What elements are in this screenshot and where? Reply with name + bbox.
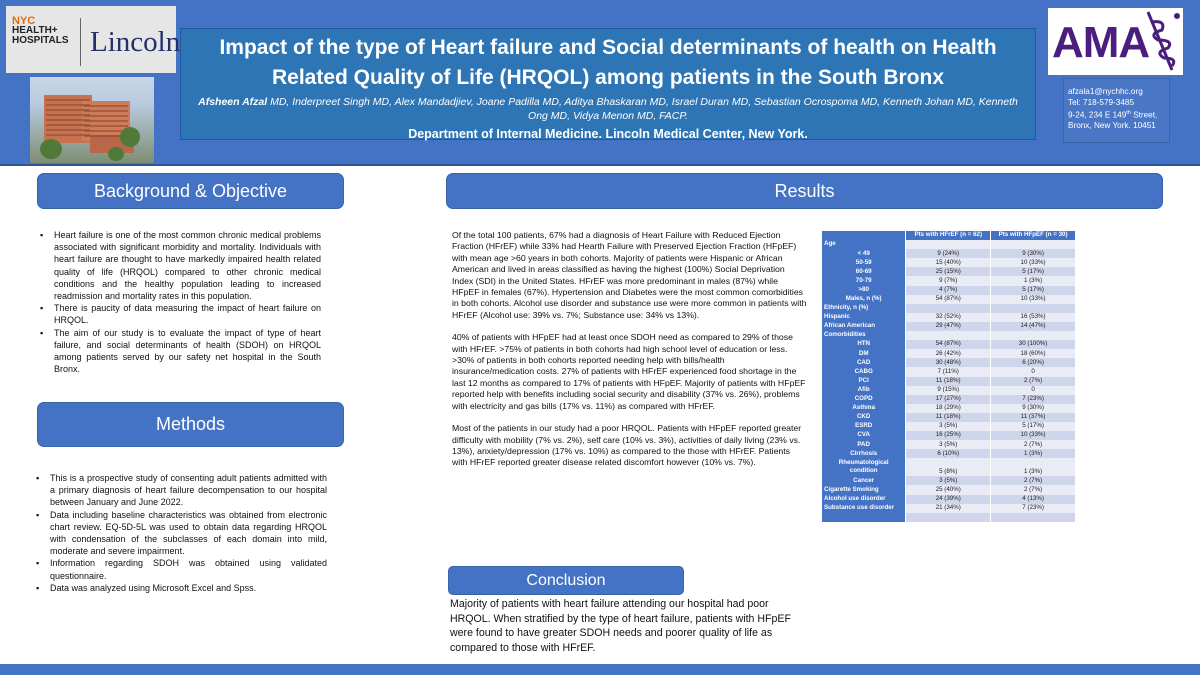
poster-title <box>181 33 1035 93</box>
table-row <box>822 295 1076 304</box>
table-row-label: Ethnicity, n (%) <box>822 304 906 313</box>
table-cell-hfref: 6 (10%) <box>906 449 991 458</box>
conclusion-text: Majority of patients with heart failure attending our hospital had poor HRQOL. When stratified by the type of heart failure, patients with HFpEF were found to have greater SDOH needs and poorer quality of life as compared to those with HFrEF. <box>450 598 791 654</box>
table-cell-hfref <box>906 513 991 522</box>
table-cell-hfpef: 1 (3%) <box>991 449 1076 458</box>
table-row-label: CKD <box>822 413 906 422</box>
table-row-label: 70-79 <box>822 276 906 285</box>
table-cell-hfref: 26 (42%) <box>906 349 991 358</box>
tree <box>108 147 124 161</box>
table-column-header: Pts with HFrEF (n = 62) <box>906 231 991 240</box>
caduceus-icon <box>1048 8 1183 75</box>
authors <box>181 95 1035 123</box>
table-cell-hfref: 11 (18%) <box>906 413 991 422</box>
table-row <box>822 404 1076 413</box>
table-row <box>822 267 1076 276</box>
table-cell-hfpef: 2 (7%) <box>991 476 1076 485</box>
nyc-health-lincoln-logo <box>6 6 181 73</box>
poster-header <box>0 0 1200 166</box>
lincoln-logo-text: Lincoln <box>90 26 181 58</box>
table-cell-hfref: 25 (15%) <box>906 267 991 276</box>
table-cell-hfref: 18 (29%) <box>906 404 991 413</box>
table-row <box>822 504 1076 513</box>
table-cell-hfpef: 1 (3%) <box>991 276 1076 285</box>
table-cell-hfpef: 0 <box>991 386 1076 395</box>
background-bullet: ▪ The aim of our study is to evaluate the impact of type of heart failure, and social determinants of health (SDOH) on HRQOL among patients served by our safety net hospital in the South Bronx. <box>40 327 321 376</box>
background-bullet: ▪ Heart failure is one of the most common chronic medical problems associated with significant morbidity and mortality. Individuals with heart failure are thought to have markedly impaired health related quality of life (HRQOL) compared to other chronic medical conditions and the healthy population leading to increased readmission and mortality rates in this population. <box>40 229 321 302</box>
table-cell-hfpef: 2 (7%) <box>991 485 1076 494</box>
baseline-characteristics-table <box>822 231 1076 522</box>
results-paragraph: Most of the patients in our study had a poor HRQOL. Patients with HFpEF reported greater difficulty with mobility (7% vs. 2%), self care (10% vs. 3%), activities of daily living (23% vs. 13%), anxiety/depression (17% vs. 10%) as compared to the those with HFrEF. Patients with HFrEF reported greater disease related discomfort however (10% vs. 7%). <box>452 423 802 468</box>
table-row <box>822 249 1076 258</box>
table-row-label: DM <box>822 349 906 358</box>
contact-address-line2: Bronx, New York. 10451 <box>1068 121 1156 131</box>
table-row <box>822 313 1076 322</box>
table-cell-hfpef: 30 (100%) <box>991 340 1076 349</box>
table-cell-hfref: 54 (87%) <box>906 340 991 349</box>
background-bullets <box>40 229 321 375</box>
methods-bullets <box>36 472 327 594</box>
table-row-label <box>822 513 906 522</box>
table-cell-hfref: 9 (15%) <box>906 386 991 395</box>
table-row <box>822 367 1076 376</box>
methods-bullet: ▪ This is a prospective study of consenting adult patients admitted with a primary diagnosis of heart failure decompensation to our hospital between January and June 2022. <box>36 472 327 509</box>
background-bullet: ▪ There is paucity of data measuring the impact of heart failure on HRQOL. <box>40 302 321 326</box>
table-row-label: Alcohol use disorder <box>822 495 906 504</box>
table-cell-hfref: 11 (18%) <box>906 377 991 386</box>
table-row <box>822 413 1076 422</box>
table-row-label: Cirrhosis <box>822 449 906 458</box>
poster-footer-bar <box>0 664 1200 675</box>
table-row-label: Asthma <box>822 404 906 413</box>
hospital-building-photo <box>30 77 154 163</box>
title-line-1: Impact of the type of Heart failure and Social determinants of health on Health <box>219 36 997 59</box>
table-cell-hfref: 5 (8%) <box>906 458 991 476</box>
table-row <box>822 358 1076 367</box>
ama-logo-text: AMA <box>1052 18 1150 67</box>
table-row <box>822 304 1076 313</box>
table-row <box>822 513 1076 522</box>
table-row-label: PCI <box>822 377 906 386</box>
table-cell-hfref: 3 (5%) <box>906 440 991 449</box>
table-row <box>822 495 1076 504</box>
table-row-label: CABG <box>822 367 906 376</box>
table-row-label: 50-59 <box>822 258 906 267</box>
table-cell-hfref: 7 (11%) <box>906 367 991 376</box>
table-cell-hfpef: 1 (3%) <box>991 458 1076 476</box>
table-row-label: Males, n (%) <box>822 295 906 304</box>
table-cell-hfref: 29 (47%) <box>906 322 991 331</box>
table-column-header <box>822 231 906 240</box>
table-row <box>822 349 1076 358</box>
tree <box>40 139 62 159</box>
nyc-health-hospitals-logo <box>12 16 72 46</box>
department: Department of Internal Medicine. Lincoln Medical Center, New York. <box>408 127 808 141</box>
background-heading: Background & Objective <box>37 173 344 209</box>
table-cell-hfpef <box>991 331 1076 340</box>
table-row-label: Cigarette Smoking <box>822 485 906 494</box>
table-row <box>822 322 1076 331</box>
address-ordinal: th <box>1126 110 1131 116</box>
table-row-label: Cancer <box>822 476 906 485</box>
table-row <box>822 395 1076 404</box>
table-row-label: CAD <box>822 358 906 367</box>
table-cell-hfpef: 10 (33%) <box>991 295 1076 304</box>
title-line-2: Related Quality of Life (HRQOL) among patients in the South Bronx <box>271 66 945 89</box>
table-cell-hfpef <box>991 304 1076 313</box>
table-cell-hfpef: 16 (53%) <box>991 313 1076 322</box>
table-row <box>822 331 1076 340</box>
table-cell-hfpef: 7 (23%) <box>991 395 1076 404</box>
logo-health-text: HEALTH+ <box>12 25 58 36</box>
table-row-label: HTN <box>822 340 906 349</box>
address-number: 9-24, 234 E 149 <box>1068 110 1127 120</box>
table-row-label: ESRD <box>822 422 906 431</box>
table-row-label: Substance use disorder <box>822 504 906 513</box>
contact-email[interactable]: afzala1@nychhc.org <box>1068 87 1143 96</box>
table-cell-hfpef: 18 (60%) <box>991 349 1076 358</box>
table-cell-hfpef <box>991 240 1076 249</box>
table-cell-hfpef: 5 (17%) <box>991 422 1076 431</box>
table-row <box>822 440 1076 449</box>
table-row-label: < 49 <box>822 249 906 258</box>
table-row <box>822 276 1076 285</box>
table-header-row <box>822 231 1076 240</box>
contact-phone: Tel: 718-579-3485 <box>1068 97 1135 107</box>
results-paragraph: 40% of patients with HFpEF had at least once SDOH need as compared to 29% of those with HFrEF. >75% of patients in both cohorts had high school level of education or less. >30% of patients in both cohorts reported needing help with bills/health insurance/medication costs. 27% of patients with HFrEF experienced food shortage in the last 12 months as compared to 17% of patients with HFpEF. Majority of patients with HFpEF reported help with benefits including social security and disability (37% vs. 26%), problems with electricity and gas bills (17% vs. 11%) as compared with HFrEF. <box>452 332 806 411</box>
table-row-label: 60-69 <box>822 267 906 276</box>
table-cell-hfref: 9 (7%) <box>906 276 991 285</box>
address-street: Street, <box>1130 110 1158 120</box>
table-row <box>822 386 1076 395</box>
table-cell-hfref: 3 (5%) <box>906 422 991 431</box>
table-cell-hfpef: 6 (20%) <box>991 358 1076 367</box>
table-row <box>822 431 1076 440</box>
table-row-label: Age <box>822 240 906 249</box>
results-heading: Results <box>446 173 1163 209</box>
logo-divider <box>80 18 81 66</box>
table-row-label: COPD <box>822 395 906 404</box>
tree <box>120 127 140 147</box>
table-row <box>822 449 1076 458</box>
table-cell-hfpef: 7 (23%) <box>991 504 1076 513</box>
table-cell-hfref: 24 (39%) <box>906 495 991 504</box>
table-row-label: Afib <box>822 386 906 395</box>
contact-address-line1 <box>1068 108 1169 121</box>
table-row-label: CVA <box>822 431 906 440</box>
table-cell-hfpef: 4 (13%) <box>991 495 1076 504</box>
table-cell-hfref <box>906 240 991 249</box>
table-row-label: Comorbidities <box>822 331 906 340</box>
table-column-header: Pts with HFpEF (n = 30) <box>991 231 1076 240</box>
table-cell-hfref: 9 (24%) <box>906 249 991 258</box>
ama-logo <box>1048 8 1183 75</box>
table-cell-hfref: 32 (52%) <box>906 313 991 322</box>
table-row-label: Hispanic <box>822 313 906 322</box>
table-row <box>822 340 1076 349</box>
table-cell-hfref: 15 (40%) <box>906 258 991 267</box>
methods-bullet: ▪ Data was analyzed using Microsoft Excel and Spss. <box>36 582 327 594</box>
table-row <box>822 377 1076 386</box>
table-row-label: PAD <box>822 440 906 449</box>
table-cell-hfpef: 11 (37%) <box>991 413 1076 422</box>
table-row <box>822 422 1076 431</box>
methods-bullet: ▪ Information regarding SDOH was obtained using validated questionnaire. <box>36 557 327 581</box>
table-cell-hfref: 17 (27%) <box>906 395 991 404</box>
table-row <box>822 458 1076 476</box>
table-cell-hfpef: 2 (7%) <box>991 377 1076 386</box>
table-cell-hfref <box>906 331 991 340</box>
methods-heading: Methods <box>37 402 344 447</box>
table-cell-hfpef: 14 (47%) <box>991 322 1076 331</box>
table-cell-hfref: 4 (7%) <box>906 286 991 295</box>
table-cell-hfpef: 5 (17%) <box>991 267 1076 276</box>
contact-info <box>1063 78 1170 143</box>
table-cell-hfref: 21 (34%) <box>906 504 991 513</box>
table-cell-hfref: 25 (40%) <box>906 485 991 494</box>
logo-nyc-text: NYC <box>12 15 36 27</box>
table-cell-hfref: 16 (25%) <box>906 431 991 440</box>
table-row <box>822 286 1076 295</box>
table-cell-hfpef: 10 (33%) <box>991 258 1076 267</box>
lead-author: Afsheen Afzal <box>198 96 268 108</box>
table-row <box>822 240 1076 249</box>
co-authors: MD, Inderpreet Singh MD, Alex Mandadjiev, Joane Padilla MD, Aditya Bhaskaran MD, Israel Duran MD, Sebastian Ocrospoma MD, Kenneth Johan MD, Kenneth Ong MD, Vidya Menon MD, FACP. <box>267 96 1018 122</box>
results-text <box>452 230 807 480</box>
table-cell-hfpef: 5 (17%) <box>991 286 1076 295</box>
table-cell-hfpef: 10 (33%) <box>991 431 1076 440</box>
table-cell-hfref <box>906 304 991 313</box>
table-cell-hfpef <box>991 513 1076 522</box>
table-row-label: African American <box>822 322 906 331</box>
table-cell-hfpef: 9 (30%) <box>991 404 1076 413</box>
table-row <box>822 485 1076 494</box>
table-cell-hfpef: 9 (30%) <box>991 249 1076 258</box>
results-paragraph: Of the total 100 patients, 67% had a diagnosis of Heart Failure with Reduced Ejection Fraction (HFrEF) while 33% had Hearth Failure with Preserved Ejection Fraction (HFpEF) with mean age >60 years in both cohorts. Majority of patients were Hispanic or African American and lived in areas classified as having the highest (100%) Social Deprivation Index (SDI) in the United States. HFrEF was more predominant in males (87%) while HFpEF in females (67%). Hypertension and Diabetes were the most common comorbidities in both cohorts. Alcohol use disorder and substance use were more common in patients with HFrEF (Alcohol use: 39% vs. 7%; Substance use: 34% vs 13%). <box>452 230 807 320</box>
table-row-label: Rheumatological condition <box>822 458 906 476</box>
logo-hospitals-text: HOSPITALS <box>12 35 69 46</box>
table-row <box>822 476 1076 485</box>
table-cell-hfref: 30 (48%) <box>906 358 991 367</box>
table-row-label: >80 <box>822 286 906 295</box>
table-cell-hfref: 3 (5%) <box>906 476 991 485</box>
table-cell-hfpef: 0 <box>991 367 1076 376</box>
methods-bullet: ▪ Data including baseline characteristics was obtained from electronic chart review. EQ-5D-5L was used to obtain data regarding HRQOL with condensation of the subclasses of each domain into mild, moderate and severe impairment. <box>36 509 327 558</box>
table-cell-hfref: 54 (87%) <box>906 295 991 304</box>
title-banner <box>180 28 1036 140</box>
conclusion-heading: Conclusion <box>448 566 684 595</box>
table-row <box>822 258 1076 267</box>
table-cell-hfpef: 2 (7%) <box>991 440 1076 449</box>
